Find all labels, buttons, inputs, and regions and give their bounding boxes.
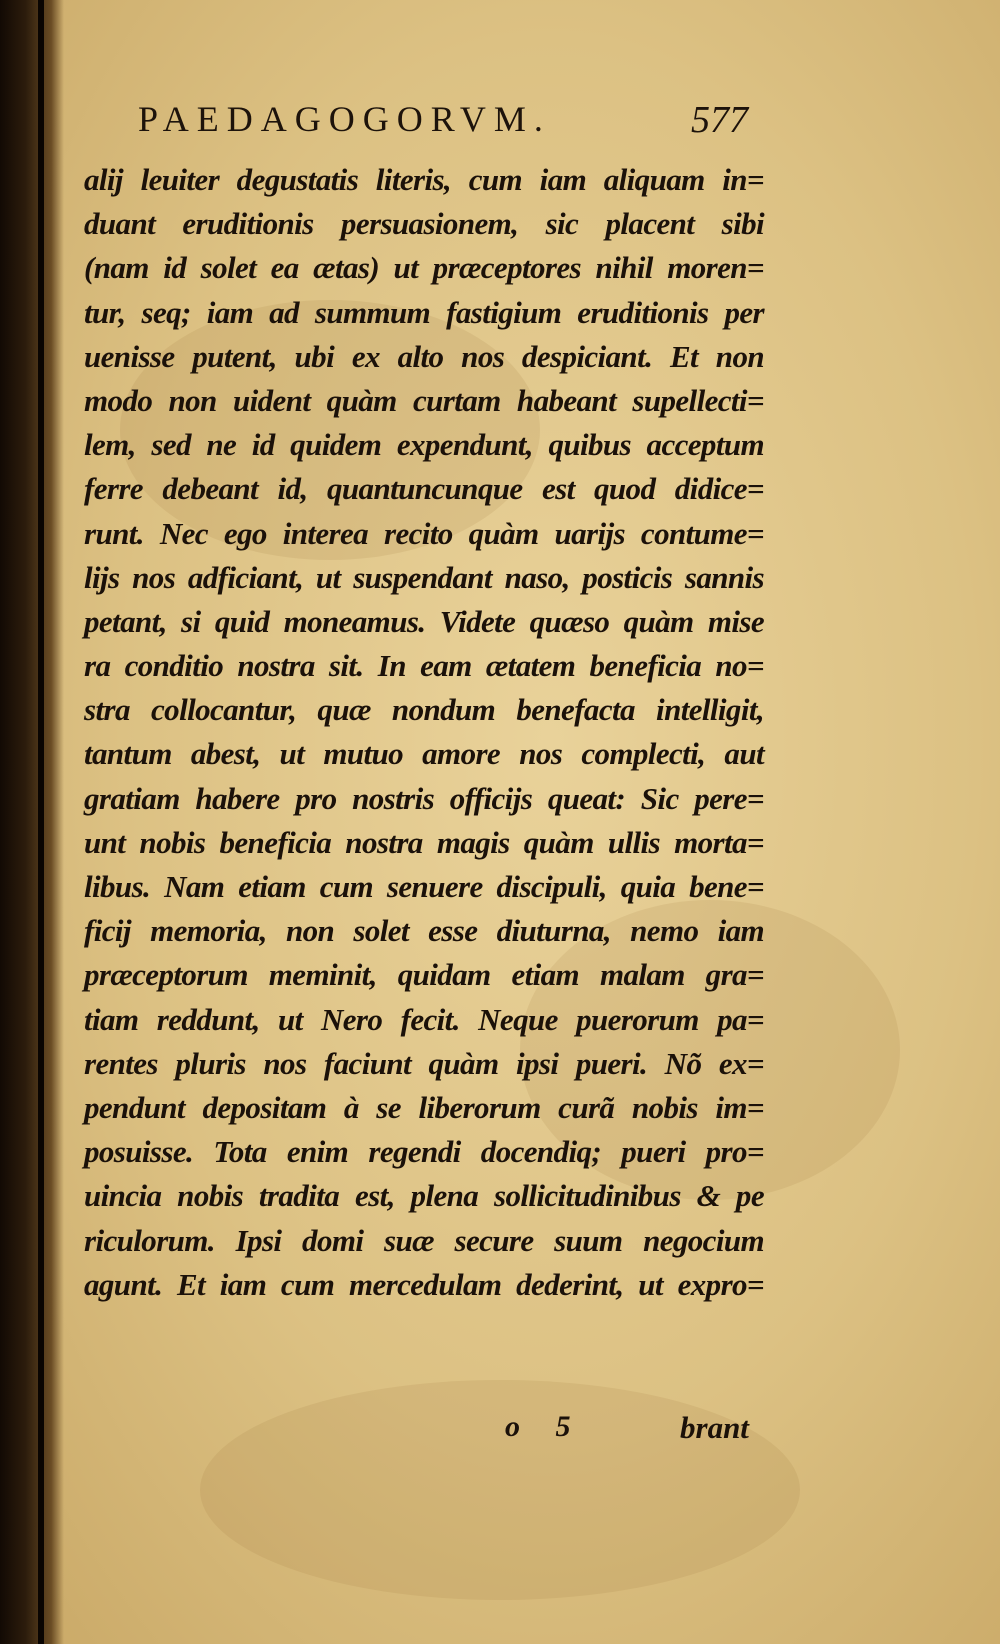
body-text [84,158,764,1307]
binding-gutter [0,0,64,1644]
text-line: riculorum. Ipsi domi suæ secure suum negocium [84,1222,764,1258]
catchword: brant [680,1410,749,1445]
text-line: uenisse putent, ubi ex alto nos despiciant. Et non [84,338,764,374]
text-line: libus. Nam etiam cum senuere discipuli, quia bene= [84,869,764,904]
text-line: tiam reddunt, ut Nero fecit. Neque puerorum pa= [84,1001,764,1037]
text-line: tantum abest, ut mutuo amore nos complecti, aut [84,736,764,772]
text-line: pendunt depositam à se liberorum curã nobis im= [84,1089,764,1125]
text-line: agunt. Et iam cum mercedulam dederint, ut expro= [84,1266,764,1302]
text-line: stra collocantur, quæ nondum benefacta intelligit, [84,692,764,728]
text-line: duant eruditionis persuasionem, sic placent sibi [84,206,764,242]
text-line: uincia nobis tradita est, plena sollicitudinibus & pe [84,1178,764,1214]
binding-edge [38,0,44,1644]
text-line: posuisse. Tota enim regendi docendiq; pueri pro= [84,1134,764,1170]
page-number: 577 [691,99,748,141]
running-title: PAEDAGOGORVM. [138,99,551,139]
text-line: lijs nos adficiant, ut suspendant naso, posticis sannis [84,559,764,595]
text-line: lem, sed ne id quidem expendunt, quibus acceptum [84,427,764,463]
text-line: præceptorum meminit, quidam etiam malam gra= [84,957,764,993]
text-line: rentes pluris nos faciunt quàm ipsi pueri. Nõ ex= [84,1045,764,1081]
page-footer [0,1410,1000,1460]
text-line: petant, si quid moneamus. Videte quæso quàm mise [84,603,764,639]
text-line: ferre debeant id, quantuncunque est quod didice= [84,471,764,507]
signature-mark: o 5 [505,1410,585,1443]
text-line: modo non uident quàm curtam habeant supellecti= [84,382,764,418]
text-line: tur, seq; iam ad summum fastigium eruditionis per [84,294,764,330]
running-head [138,98,748,148]
text-line: alij leuiter degustatis literis, cum iam aliquam in= [84,162,764,197]
text-line: runt. Nec ego interea recito quàm uarijs contume= [84,515,764,551]
text-line: unt nobis beneficia nostra magis quàm ullis morta= [84,824,764,860]
text-line: ficij memoria, non solet esse diuturna, nemo iam [84,913,764,949]
text-line: (nam id solet ea ætas) ut præceptores nihil moren= [84,250,764,286]
text-line: ra conditio nostra sit. In eam ætatem beneficia no= [84,648,764,684]
text-line: gratiam habere pro nostris officijs queat: Sic pere= [84,780,764,816]
